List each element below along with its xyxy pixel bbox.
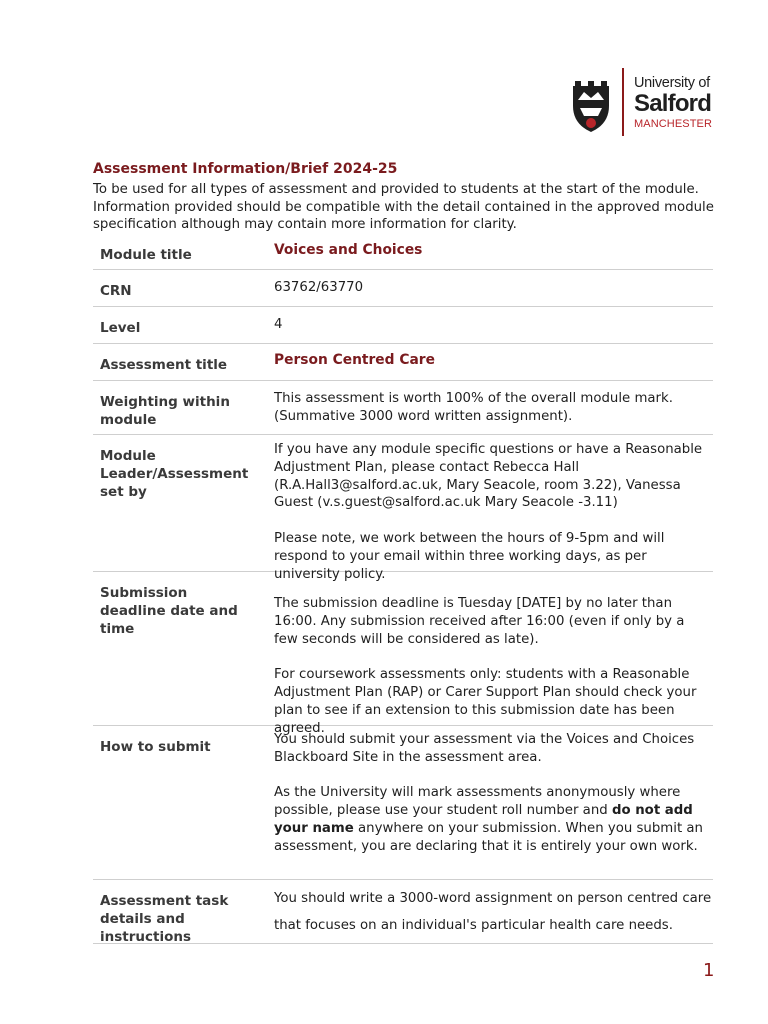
- leader-contact-text: If you have any module specific questions or have a Reasonable Adjustment Plan, please contact Rebecca Hall (R.A.Hall3@salford.ac.uk, Mary Seacole, room 3.22), Vanessa Guest (v.s.guest@salford.ac.uk Mary Seacole -3.11): [274, 442, 703, 511]
- row-assessment-title: [93, 344, 713, 381]
- value-module-leader: [274, 441, 712, 583]
- label-level: Level: [100, 320, 141, 336]
- label-weighting: Weighting within module: [100, 394, 230, 428]
- assessment-info-table: [93, 234, 713, 944]
- row-crn: [93, 270, 713, 307]
- value-crn: 63762/63770: [274, 280, 364, 295]
- logo-salford: Salford: [634, 89, 712, 117]
- row-module-title: [93, 234, 713, 270]
- label-how-to-submit: How to submit: [100, 739, 211, 755]
- extension-text: For coursework assessments only: students with a Reasonable Adjustment Plan (RAP) or Carer Support Plan should check your plan to see if an extension to this submission date has been agreed.: [274, 667, 697, 736]
- label-module-title: Module title: [100, 247, 192, 263]
- label-submission-deadline: Submission deadline date and time: [100, 585, 238, 637]
- value-how-to-submit: [274, 731, 712, 856]
- logo-university-of: University of: [634, 75, 710, 91]
- value-module-title: Voices and Choices: [274, 242, 423, 258]
- deadline-text: The submission deadline is Tuesday [DATE] by no later than 16:00. Any submission received after 16:00 (even if only by a few seconds will be considered as late).: [274, 596, 685, 647]
- value-level: 4: [274, 317, 283, 332]
- crest-icon: [570, 80, 612, 136]
- value-weighting: This assessment is worth 100% of the overall module mark. (Summative 3000 word written assignment).: [274, 391, 673, 424]
- page-number: 1: [703, 960, 715, 981]
- submit-via-text: You should submit your assessment via the Voices and Choices Blackboard Site in the assessment area.: [274, 732, 695, 765]
- value-assessment-title: Person Centred Care: [274, 352, 435, 368]
- row-level: [93, 307, 713, 344]
- row-how-to-submit: [93, 726, 713, 880]
- label-module-leader: Module Leader/Assessment set by: [100, 448, 249, 500]
- logo-divider: [622, 68, 624, 136]
- logo-wordmark: [634, 76, 712, 130]
- row-weighting: [93, 381, 713, 435]
- logo-manchester: MANCHESTER: [634, 117, 713, 130]
- value-task-details: [274, 885, 712, 939]
- task-line-2: that focuses on an individual's particular health care needs.: [274, 918, 673, 933]
- intro-text: To be used for all types of assessment and provided to students at the start of the module. Information provided should be compatible with the detail contained in the approved module specification although may contain more information for clarity.: [93, 182, 714, 233]
- do-not-add-name-emphasis: do not add your name: [274, 803, 693, 836]
- label-task-details: Assessment task details and instructions: [100, 893, 229, 945]
- row-task-details: [93, 880, 713, 944]
- row-module-leader: [93, 435, 713, 582]
- row-submission-deadline: [93, 572, 713, 736]
- leader-hours-text: Please note, we work between the hours of 9-5pm and will respond to your email within three working days, as per university policy.: [274, 530, 665, 582]
- task-line-1: You should write a 3000-word assignment on person centred care: [274, 891, 712, 906]
- label-assessment-title: Assessment title: [100, 357, 228, 373]
- value-submission-deadline: [274, 595, 712, 737]
- page-title: Assessment Information/Brief 2024-25: [93, 161, 398, 177]
- label-crn: CRN: [100, 283, 132, 299]
- anonymous-marking-text: As the University will mark assessments anonymously where possible, please use your student roll number and do not add your name anywhere on your submission. When you submit an assessment, you are declaring that it is entirely your own work.: [274, 785, 703, 854]
